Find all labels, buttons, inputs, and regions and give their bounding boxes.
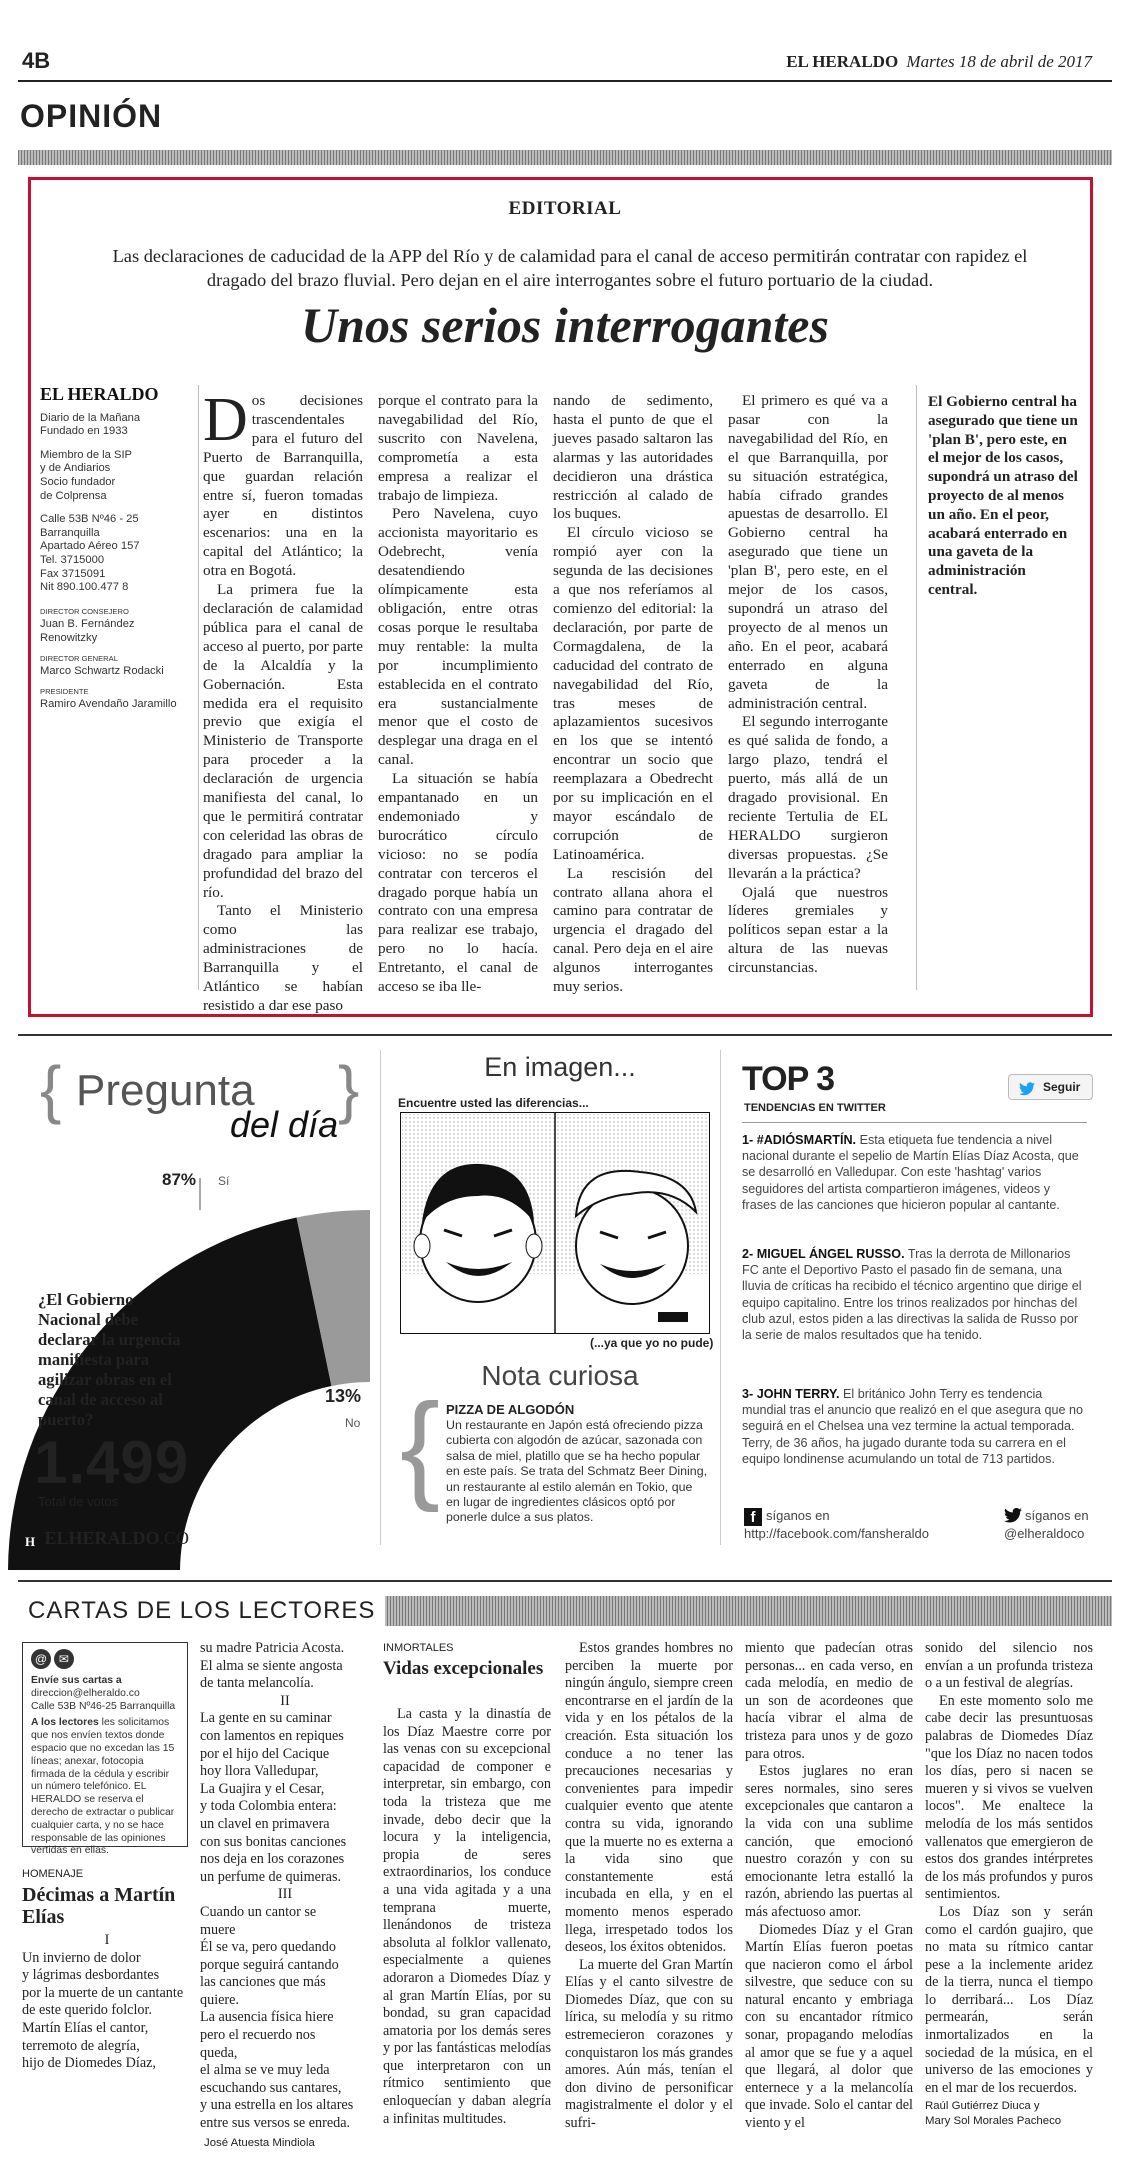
- letter-para: La casta y la dinastía de los Díaz Maestre corre por las venas con su excepcional capacidad de componer e interpretar, sin embargo, con toda la tristeza que me invade, debo decir que la locura y la inteligencia, propia de seres extraordinarios, los conduce a una vida agitada y a una temprana muerte, llenándonos de tristeza absoluta al folklor vallenato, especialmente a quienes adoraron a Diomedes Díaz y al gran Martín Elías, por su bondad, su gran capacidad amatoria por los demás seres y por las fantásticas melodías que interpretaron con un rítmico sentimiento que enloquecían y daban alegría a infinitas multitudes.: [383, 1706, 551, 2127]
- staff-role: DIRECTOR CONSEJERO: [40, 606, 129, 616]
- cartas-section-title: CARTAS DE LOS LECTORES: [18, 1596, 385, 1626]
- top3-subtitle: TENDENCIAS EN TWITTER: [744, 1102, 886, 1114]
- editorial-summary: Las declaraciones de caducidad de la APP del Río y de calamidad para el canal de acceso permitirán contratar con rapidez el dragado del brazo fluvial. Pero dejan en el aire interrogantes sobre el futuro portuario de la ciudad.: [112, 246, 1028, 290]
- twitter-label: síganos en: [1025, 1508, 1089, 1523]
- notice-address: Calle 53B Nº46-25 Barranquilla: [31, 1700, 176, 1712]
- poem-line: con sus bonitas canciones: [200, 1833, 347, 1850]
- letter-kicker: INMORTALES: [383, 1642, 454, 1654]
- top3-item-head: 2- MIGUEL ÁNGEL RUSSO.: [742, 1247, 905, 1261]
- poem-column-1: [22, 1932, 192, 2073]
- poll-divider: [380, 1050, 381, 1545]
- pullquote-divider: [916, 385, 917, 990]
- top3-rule: [742, 1122, 1087, 1123]
- follow-button[interactable]: [1008, 1074, 1093, 1100]
- nota-bracket-left: {: [400, 1379, 441, 1513]
- staff-person: Juan B. Fernández Renowitzky: [40, 618, 135, 644]
- letter-para: sonido del silencio nos envían a un profunda tristeza o a un festival de alegrías.: [925, 1640, 1093, 1692]
- poem-numeral: I: [104, 1932, 110, 1948]
- poll-total-label: Total de votos: [38, 1494, 119, 1509]
- staff-line: Calle 53B Nº46 - 25: [40, 513, 139, 526]
- poll-yes-pct: 87%: [162, 1170, 197, 1189]
- letter-para: En este momento solo me cabe decir las presuntuosas palabras de Diomedes Díaz "que los Díaz no nacen todos los días, pero si nacen se mueren y si vivos se vuelven locos". Me enaltece la melodía de los más sentidos vallenatos que emergieron de estos dos grandes intérpretes de los más profundos y puros sentimientos.: [925, 1692, 1093, 1903]
- staff-person: Marco Schwartz Rodacki: [40, 665, 164, 678]
- poll-bracket-right: }: [338, 1053, 360, 1125]
- letter-column-4: [925, 1640, 1093, 2129]
- letter-author: Mary Sol Morales Pacheco: [925, 2115, 1062, 2128]
- editorial-para: Tanto el Ministerio como las administraciones de Barranquilla y el Atlántico se habían resistido a dar ese paso: [203, 902, 363, 1014]
- heraldo-logo-icon: H: [20, 1532, 40, 1552]
- staff-lines-3: [40, 513, 190, 595]
- section-title: OPINIÓN: [20, 98, 163, 134]
- masthead-newspaper: EL HERALDO: [786, 52, 899, 71]
- editorial-pullquote: El Gobierno central ha asegurado que tiene un 'plan B', pero este, en el mejor de los casos, supondrá un atraso del proyecto de al menos un año. En el peor, acabará enterrado en una gaveta de la administración central.: [928, 393, 1078, 598]
- editorial-para: La situación se había empantanado en un endemoniado y burocrático círculo vicioso: no se podía contratar con terceros el dragado porque había un contrato con una empresa para realizar ese trabajo, pero no lo hacía. Entretanto, el canal de acceso se iba lle-: [378, 770, 538, 996]
- poem-line: y toda Colombia entera:: [200, 1798, 337, 1815]
- poem-line: quiere.: [200, 1991, 239, 2008]
- editorial-para: La primera fue la declaración de calamidad pública para el canal de acceso al puerto, por parte de la Alcaldía y la Gobernación. Esta medida era el requisito previo que exigía el Ministerio de Transporte para proceder a la declaración de urgencia manifiesta del canal, lo que le permitirá contratar con celeridad las obras de dragado para ampliar la profundidad del brazo del río.: [203, 581, 363, 901]
- staff-line: Diario de la Mañana: [40, 411, 141, 424]
- follow-label: Seguir: [1043, 1080, 1081, 1094]
- poem-line: La ausencia física hiere: [200, 2009, 334, 2026]
- facebook-url: http://facebook.com/fansheraldo: [744, 1526, 930, 1541]
- staff-roles: [40, 605, 190, 712]
- poem-author: José Atuesta Mindiola: [204, 2136, 315, 2149]
- notice-title: Envíe sus cartas a: [31, 1675, 122, 1686]
- poem-line: y una estrella en los altares: [200, 2097, 354, 2114]
- editorial-headline: Unos serios interrogantes: [301, 297, 829, 353]
- notice-body: les solicitamos que nos envíen textos donde espacio que no excedan las 15 líneas; anexar, fotocopia firmada de la cédula y escribir un número telefónico. EL HERALDO se reserva el derecho de extractar o publicar cualquier carta, y no se hace responsable de las opiniones vertidas en ellas.: [31, 1717, 175, 1857]
- staff-line: de Colprensa: [40, 489, 107, 502]
- poll-brand-suffix: .CO: [159, 1528, 190, 1548]
- letter-authors: [925, 2099, 1093, 2129]
- poll-title-2: del día: [230, 1104, 339, 1145]
- notice-email: direccion@elheraldo.co: [31, 1687, 140, 1699]
- poem-line: el alma se ve muy leda: [200, 2062, 330, 2079]
- top3-item-1: [742, 1132, 1087, 1213]
- cartas-rule: [18, 1580, 1112, 1582]
- twitter-handle: @elheraldoco: [1004, 1526, 1085, 1541]
- nota-title: Nota curiosa: [481, 1360, 639, 1391]
- staff-line: Apartado Aéreo 157: [40, 540, 140, 553]
- poem-title: Décimas a Martín Elías: [22, 1884, 176, 1928]
- top3-item-head: 1- #ADIÓSMARTÍN.: [742, 1133, 857, 1147]
- top3-item-text: El británico John Terry es tendencia mundial tras el anuncio que realizó en el que asegura que no seguirá en el Chelsea una vez termine la actual temporada. Terry, de 36 años, ha jugado durante toda su carrera en el equipo londinense acumulando un total de 713 partidos.: [742, 1387, 1083, 1466]
- section-band: [18, 150, 1112, 165]
- at-icon: @: [31, 1649, 51, 1669]
- poem-line: de tanta melancolía.: [200, 1675, 314, 1692]
- letter-para: La muerte del Gran Martín Elías y el canto silvestre de Diomedes Díaz, que con su lírica, su melodía y su ritmo estremecieron corazones y conquistaron los más grandes amores. Aún más, tenían el don divino de personificar magistralmente el dolor y el sufri-: [565, 1956, 733, 2132]
- poem-line: con lamentos en repiques: [200, 1727, 344, 1744]
- poll-total: 1.499: [34, 1429, 190, 1496]
- editorial-para: El primero es qué va a pasar con la navegabilidad del Río, en el que Barranquilla, por su situación estratégica, había cifrado grandes apuestas de desarrollo. El Gobierno central ha asegurado que tiene un 'plan B', pero este, en el mejor de los casos, supondrá un atraso del proyecto de al menos un año. En el peor, acabará enterrado en alguna gaveta de la administración central.: [728, 392, 888, 712]
- letter-para: Estos juglares no eran seres normales, sino seres excepcionales que cantaron a la vida con una sublime canción, que emocionó nuestro corazón y con su emocionante letra estalló la razón, abriendo las puertas al más afectuoso amor.: [745, 1763, 913, 1920]
- drop-cap: D: [203, 386, 248, 454]
- staff-line: Tel. 3715000: [40, 553, 105, 566]
- twitter-bird-icon: [1019, 1080, 1035, 1094]
- facebook-label: síganos en: [766, 1508, 830, 1523]
- top3-item-text: Tras la derrota de Millonarios FC ante el Deportivo Pasto el pasado fin de semana, una lluvia de críticas ha recibido el técnico argentino que dirige el equipo capitalino. Entre los trinos realizados por hinchas del club azul, estos piden a las directivas la salida de Russo por la serie de malos resultados que ha tenido.: [742, 1247, 1082, 1343]
- editorial-para: El segundo interrogante es qué salida de fondo, a largo plazo, tendrá el puerto, más allá de un dragado provisional. En reciente Tertulia de EL HERALDO surgieron diversas propuestas. ¿Se llevarán a la práctica?: [728, 713, 888, 882]
- letter-column-3: [745, 1640, 913, 2133]
- editorial-para: nando de sedimento, hasta el punto de que el jueves pasado saltaron las alarmas y las autoridades decidieron una drástica restricción al calado de los buques.: [553, 392, 713, 523]
- poem-stanza: [200, 1710, 370, 1886]
- poem-line: La gente en su caminar: [200, 1710, 332, 1727]
- poem-numeral: III: [277, 1886, 293, 1903]
- staff-box: [40, 384, 190, 712]
- nota-body: Un restaurante en Japón está ofreciendo pizza cubierta con algodón de azúcar, sazonada con salsa de miel, platillo que se ha hecho popular en este país. Se trata del Schmatz Beer Dining, un restaurante al estilo alemán en Tokio, que en lugar de ingredientes clásicos optó por ponerle dulce a sus platos.: [446, 1418, 708, 1525]
- letter-para: Estos grandes hombres no perciben la muerte por ningún ángulo, siempre creen encontrarse en el jardín de la vida y en los pétalos de la creación. Esta situación los conduce a no tener las precauciones necesarias y convenientes para impedir cualquier evento que atente contra su vida, ignorando que la muerte no es externa a la vida sino que constantemente está incubada en ella, y en el momento menos esperado llega, irrespetado todos los deseos, los éxitos obtenidos.: [565, 1640, 733, 1956]
- editorial-column-1: [203, 386, 363, 1016]
- top3-item-head: 3- JOHN TERRY.: [742, 1387, 840, 1401]
- editorial-column-4: [728, 392, 888, 978]
- editorial-para: La rescisión del contrato allana ahora el camino para contratar de urgencia el dragado del canal. Pero deja en el aire algunos interrogantes muy serios.: [553, 864, 713, 996]
- staff-line: y de Andiarios: [40, 462, 111, 475]
- poem-line: terremoto de alegría,: [22, 2037, 140, 2054]
- twitter-link[interactable]: [1004, 1508, 1089, 1541]
- notice-lead: A los lectores: [31, 1717, 99, 1729]
- top3-item-text: Esta etiqueta fue tendencia a nivel nacional durante el sepelio de Martín Elías Díaz Acosta, que se desarrolló en Valledupar. Con este 'hashtag' varios seguidores del artista compartieron imágenes, videos y frases de las canciones que hicieron popular al cantante.: [742, 1133, 1079, 1212]
- editorial-para: Pero Navelena, cuyo accionista mayoritario es Odebrecht, venía desatendiendo olímpicamente esta obligación, entre otras cosas porque le resultaba muy rentable: la multa por incumplimiento establecida en el contrato era sustancialmente menor que el costo de desplegar una draga en el canal.: [378, 505, 538, 769]
- editorial-kicker: EDITORIAL: [508, 198, 622, 219]
- letter-para: Los Díaz son y serán como el cardón guajiro, que no mata su rítmico cantar pese a la inclemente aridez de la tierra, nunca el tiempo lo derribará... Los Díaz permearán, serán inmortalizados en la sociedad de la música, en el universo de las emociones y en el mar de los recuerdos.: [925, 1903, 1093, 2096]
- poll-brand-name: ELHERALDO: [44, 1528, 160, 1548]
- staff-lines-1: [40, 412, 190, 439]
- editorial-para: [203, 386, 363, 581]
- poem-line: las canciones que más: [200, 1974, 326, 1991]
- staff-role: PRESIDENTE: [40, 686, 89, 696]
- poem-line: por la muerte de un cantante: [22, 1984, 184, 2001]
- masthead-rule: [18, 80, 1112, 82]
- masthead-info: [786, 52, 1092, 72]
- top3-item-2: [742, 1246, 1087, 1343]
- poem-line: por el hijo del Cacique: [200, 1745, 330, 1762]
- staff-line: Fundado en 1933: [40, 425, 128, 438]
- poem-column-2: [200, 1640, 370, 2152]
- poem-line: hoy llora Valledupar,: [200, 1763, 319, 1780]
- staff-line: Socio fundador: [40, 475, 116, 488]
- poem-line: queda,: [200, 2044, 238, 2061]
- poem-numeral: II: [280, 1692, 290, 1709]
- masthead-date: Martes 18 de abril de 2017: [906, 52, 1092, 71]
- facebook-icon: f: [744, 1508, 762, 1526]
- poem-line: hijo de Diomedes Díaz,: [22, 2055, 156, 2072]
- editorial-para: El círculo vicioso se rompió ayer con la segunda de las decisiones a que nos referíamos al comienzo del editorial: la declaración, por parte de Cormagdalena, de la caducidad del contrato de navegabilidad del Río, tras meses de aplazamientos sucesivos en los que se intentó encontrar un socio que reemplazara a Obedrecht por su implicación en el mayor escándalo de corrupción de Latinoamérica.: [553, 524, 713, 863]
- poll-no-pct: 13%: [325, 1386, 362, 1406]
- poem-line: pero el recuerdo nos: [200, 2027, 316, 2044]
- letter-column-1: [383, 1706, 551, 2128]
- en-imagen-caption-bottom: (...ya que yo no pude): [590, 1336, 714, 1350]
- staff-person: Ramiro Avendaño Jaramillo: [40, 698, 177, 711]
- staff-role: DIRECTOR GENERAL: [40, 653, 118, 663]
- cartoon-image: [400, 1112, 710, 1334]
- nota-heading: PIZZA DE ALGODÓN: [446, 1402, 575, 1417]
- nota-divider: [720, 1050, 721, 1545]
- twitter-icon: [1004, 1508, 1022, 1526]
- page-number: 4B: [22, 48, 51, 73]
- staff-line: Fax 3715091: [40, 567, 106, 580]
- poem-line: Cuando un cantor se: [200, 1903, 317, 1920]
- en-imagen-title: En imagen...: [484, 1052, 636, 1082]
- letter-author: Raúl Gutiérrez Diuca y: [925, 2100, 1040, 2113]
- letter-column-2: [565, 1640, 733, 2133]
- staff-line: Barranquilla: [40, 526, 100, 539]
- facebook-link[interactable]: [744, 1508, 929, 1541]
- poem-line: y lágrimas desbordantes: [22, 1967, 160, 1984]
- poem-line: muere: [200, 1921, 236, 1938]
- poem-stanza: [200, 1640, 370, 1693]
- poll-yes-label: Sí: [218, 1174, 230, 1188]
- poem-line: La Guajira y el Cesar,: [200, 1780, 325, 1797]
- poem-line: un perfume de quimeras.: [200, 1868, 342, 1885]
- poem-line: su madre Patricia Acosta.: [200, 1640, 345, 1656]
- editorial-para: Ojalá que nuestros líderes gremiales y políticos sepan estar a la altura de las nuevas circunstancias.: [728, 883, 888, 977]
- letter-para: Diomedes Díaz y el Gran Martín Elías fueron poetas que nacieron como el árbol silvestre, que seduce con su natural encanto y embriaga con su encantador rítmico sonar, propagando melodías al amor que se fue y a aquel que llegará, al dolor que enternece y a la melancolía que invade. Solo el cantar del viento y el: [745, 1921, 913, 2132]
- staff-lines-2: [40, 449, 190, 503]
- poll-brand: [20, 1528, 189, 1552]
- cartas-notice-box: [22, 1642, 188, 1857]
- poem-stanza: [200, 1904, 370, 2133]
- poem-line: porque seguirá cantando: [200, 1956, 339, 1973]
- poem-stanza: [22, 1950, 192, 2073]
- editorial-text: os decisiones trascendentales para el futuro del Puerto de Barranquilla, que guardan relación entre sí, fueron tomadas ayer en distintos escenarios: una en la capital del Atlántico; la otra en Bogotá.: [203, 392, 363, 580]
- poem-line: El alma se siente angosta: [200, 1657, 343, 1674]
- editorial-para: porque el contrato para la navegabilidad del Río, suscrito con Navelena, comprometía a esta empresa a realizar el trabajo de limpieza.: [378, 392, 538, 504]
- poem-line: Él se va, pero quedando: [200, 1939, 336, 1956]
- letter-title: Vidas excepcionales: [383, 1658, 544, 1679]
- poem-line: escuchando sus cantares,: [200, 2079, 342, 2096]
- top3-title: TOP 3: [742, 1060, 835, 1098]
- staff-line: Nit 890.100.477 8: [40, 581, 129, 594]
- middle-rule: [18, 1034, 1112, 1036]
- mail-icon: ✉: [54, 1649, 74, 1669]
- letter-para: miento que padecían otras personas... en cada verso, en cada melodía, en medio de un son de acordeones que hacía vibrar el alma de tristeza para unos y de gozo para otros.: [745, 1640, 913, 1762]
- poem-line: Martín Elías el cantor,: [22, 2019, 149, 2036]
- staff-name: EL HERALDO: [40, 384, 159, 404]
- poll-question: ¿El Gobierno Nacional debe declarar la urgencia manifiesta para agilizar obras en el canal de acceso al puerto?: [38, 1290, 181, 1429]
- poem-line: de este querido folclor.: [22, 2002, 153, 2019]
- poem-kicker: HOMENAJE: [22, 1868, 84, 1880]
- poll-title-block: [40, 1052, 370, 1162]
- staff-divider: [198, 385, 199, 990]
- poem-line: Un invierno de dolor: [22, 1949, 141, 1966]
- poll-title-1: Pregunta: [76, 1066, 255, 1115]
- en-imagen-caption-top: Encuentre usted las diferencias...: [398, 1096, 589, 1110]
- poem-line: entre sus versos se enreda.: [200, 2115, 351, 2132]
- poll-bracket-left: {: [40, 1053, 62, 1125]
- top3-item-3: [742, 1386, 1087, 1467]
- editorial-column-2: [378, 392, 538, 997]
- notice-icons: [31, 1649, 179, 1669]
- editorial-column-3: [553, 392, 713, 997]
- poll-no-label: No: [345, 1416, 361, 1430]
- staff-line: Miembro de la SIP: [40, 448, 133, 461]
- poem-line: un clavel en primavera: [200, 1815, 330, 1832]
- poem-line: nos deja en los corazones: [200, 1851, 345, 1868]
